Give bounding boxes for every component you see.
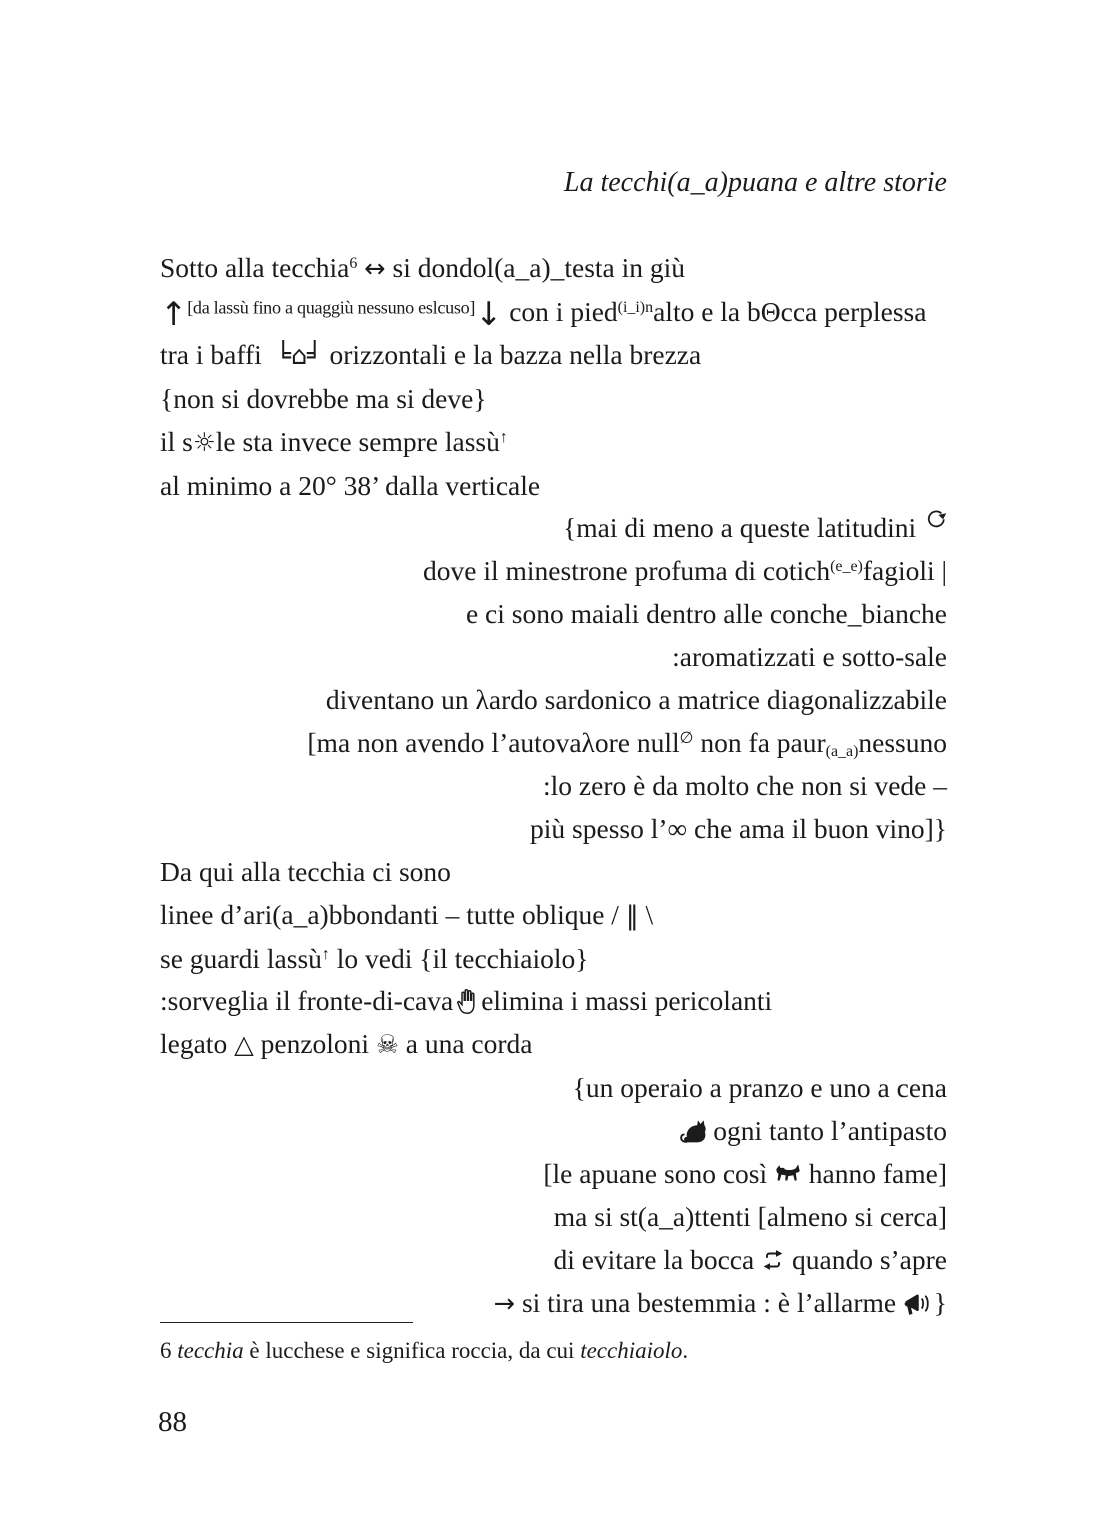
poem-text: Da qui alla tecchia ci sono	[160, 855, 451, 887]
poem-line	[160, 722, 947, 765]
superscript: (i_i)n	[617, 299, 654, 317]
megaphone-icon	[903, 1289, 934, 1318]
poem-text: al minimo a 20° 38’ dalla verticale	[160, 469, 541, 501]
interlinear-note: [da lassù fino a quaggiù nessuno eslcuso]	[187, 297, 476, 318]
poem-line	[160, 894, 947, 938]
poem-line	[160, 334, 947, 378]
poem-text: \	[638, 898, 654, 930]
left-right-arrow-icon: ↔	[364, 254, 386, 284]
subscript: (a_a)	[825, 742, 859, 760]
poem-text: si dondol(a_a)_testa in giù	[385, 252, 686, 283]
poem-text: .	[682, 1338, 689, 1363]
page-number: 88	[158, 1406, 187, 1438]
poem-text: il s	[160, 425, 193, 457]
triangle-icon: △	[234, 1030, 254, 1061]
poem-line	[160, 938, 947, 981]
poem-line	[160, 593, 947, 636]
poem-text: hanno fame]	[801, 1158, 947, 1190]
poem-text: orizzontali e la bazza nella brezza	[322, 338, 702, 370]
poem-text: Sotto alla tecchia	[160, 252, 350, 283]
poem-text: dove il minestrone profuma di cotich	[423, 555, 831, 587]
poem-text: diventano un λardo sardonico a matrice diagonalizzabile	[325, 684, 947, 716]
cat-icon	[679, 1117, 706, 1144]
poem-text: [ma non avendo l’autovaλore null	[307, 726, 680, 758]
poem-text: :sorveglia il fronte-di-cava	[160, 985, 454, 1017]
poem-line	[160, 808, 947, 851]
poem-body	[160, 247, 947, 1326]
right-arrow-icon: →	[493, 1288, 516, 1319]
poem-line	[160, 507, 947, 550]
small-up-arrow-icon: ↑	[321, 945, 330, 963]
poem-text: {mai di meno a queste latitudini	[563, 512, 923, 544]
poem-text: quando s’apre	[785, 1243, 947, 1275]
poem-text: è lucchese e significa roccia, da cui	[243, 1338, 581, 1363]
poem-line	[160, 980, 947, 1023]
poem-line	[160, 1110, 947, 1153]
poem-line	[160, 851, 947, 894]
poem-text: legato	[160, 1028, 235, 1060]
poem-text: :aromatizzati e sotto-sale	[672, 641, 947, 673]
skull-icon: ☠	[375, 1030, 399, 1061]
poem-line	[160, 1153, 947, 1196]
sun-icon: ☼	[192, 427, 216, 458]
poem-line	[160, 1239, 947, 1282]
poem-text: si tira una bestemmia : è l’allarme	[515, 1286, 903, 1318]
poem-text: lo vedi {il tecchiaiolo}	[329, 942, 589, 974]
moustache-icon: ╘⌂╛	[275, 340, 323, 371]
running-header: La tecchi(a_a)puana e altre storie	[563, 167, 947, 198]
poem-text: linee d’ari(a_a)bbondanti – tutte oblique /	[160, 898, 626, 930]
hand-icon	[453, 987, 481, 1015]
double-vertical-bar-icon: ‖	[625, 900, 639, 931]
poem-text: di evitare la bocca	[553, 1243, 762, 1275]
poem-text: ogni tanto l’antipasto	[706, 1115, 947, 1147]
poem-line	[160, 421, 947, 465]
loop-arrows-icon	[761, 1248, 785, 1272]
poem-line	[160, 679, 947, 722]
poem-text: se guardi lassù	[160, 942, 322, 974]
poem-line	[160, 1196, 947, 1239]
poem-text: 6	[160, 1338, 178, 1363]
poem-text: tra i baffi	[160, 338, 276, 370]
poem-text: fagioli |	[862, 555, 947, 587]
poem-line	[160, 247, 947, 291]
poem-text: alto e la bΘcca perplessa	[653, 295, 927, 327]
poem-text: ma si st(a_a)ttenti [almeno si cerca]	[553, 1200, 947, 1232]
poem-text: {un operaio a pranzo e uno a cena	[572, 1072, 947, 1104]
superscript: ∅	[679, 730, 694, 748]
footnote-rule	[160, 1322, 413, 1323]
footnote	[160, 1336, 947, 1366]
poem-text: e ci sono maiali dentro alle conche_bianche	[465, 598, 947, 630]
poem-line	[160, 1067, 947, 1110]
superscript: (e_e)	[830, 558, 863, 576]
poem-text: non fa paur	[693, 726, 826, 758]
poem-line	[160, 378, 947, 421]
poem-line	[160, 636, 947, 679]
poem-text: :lo zero è da molto che non si vede –	[543, 769, 947, 801]
poem-line	[160, 465, 947, 508]
dog-icon	[774, 1162, 802, 1185]
poem-text: [le apuane sono così	[543, 1158, 774, 1190]
poem-text: elimina i massi pericolanti	[481, 985, 773, 1017]
poem-text: a una corda	[398, 1028, 533, 1060]
down-arrow-icon: ↓	[475, 294, 503, 333]
poem-text: nessuno	[858, 726, 947, 758]
poem-line	[160, 765, 947, 808]
italic-text: tecchiaiolo	[580, 1338, 683, 1363]
poem-line	[160, 1023, 947, 1067]
italic-text: tecchia	[177, 1338, 244, 1363]
up-arrow-icon: ↑	[160, 294, 188, 333]
poem-line	[160, 291, 947, 334]
poem-text: più spesso l’∞ che ama il buon vino]}	[530, 812, 947, 844]
poem-text: le sta invece sempre lassù	[215, 425, 500, 457]
poem-text: con i pied	[502, 295, 618, 327]
superscript: 6	[349, 255, 358, 273]
small-up-arrow-icon: ↑	[499, 428, 508, 446]
poem-text: {non si dovrebbe ma si deve}	[160, 382, 487, 414]
poem-line	[160, 550, 947, 593]
poem-line	[160, 1282, 947, 1326]
poem-text: penzoloni	[253, 1028, 376, 1060]
cycle-arrow-icon	[923, 507, 947, 531]
poem-text: }	[933, 1286, 947, 1318]
